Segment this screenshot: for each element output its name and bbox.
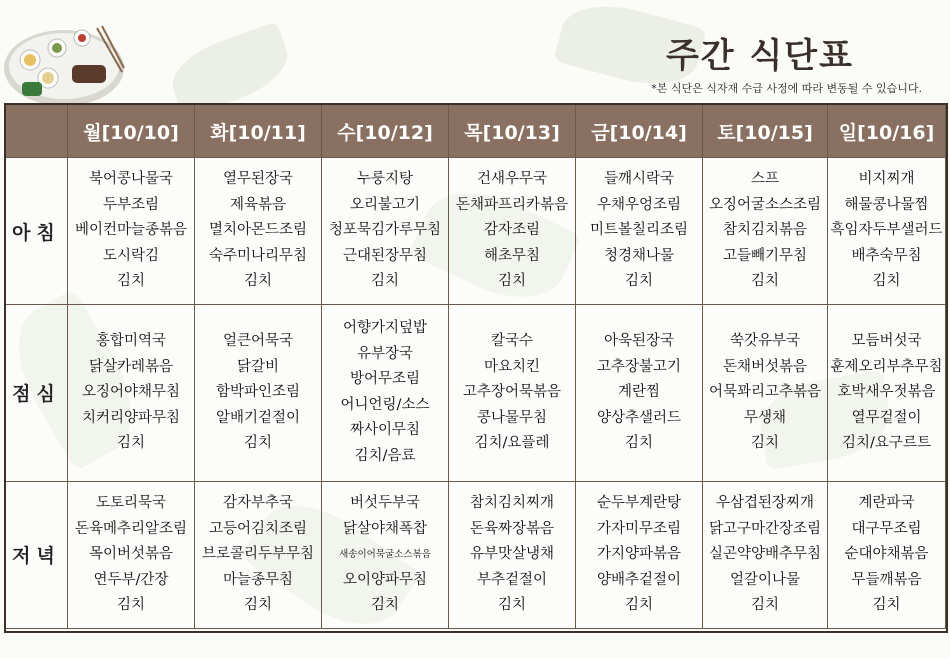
menu-item: 김치 <box>116 597 145 614</box>
menu-item: 칼국수 <box>490 333 534 350</box>
menu-item: 아욱된장국 <box>603 333 675 350</box>
meal-row <box>6 481 946 628</box>
day-header-row <box>6 105 946 158</box>
menu-item: 김치 <box>872 273 901 290</box>
menu-item: 순두부계란탕 <box>596 495 682 512</box>
day-header: 목[10/13] <box>449 105 576 158</box>
menu-cell <box>576 481 703 628</box>
menu-cell <box>576 158 703 305</box>
menu-item: 청경채나물 <box>603 247 675 264</box>
menu-item: 무생채 <box>743 409 787 426</box>
menu-item: 계란찜 <box>617 384 661 401</box>
menu-item: 짜사이무침 <box>349 422 421 439</box>
menu-item: 멸치아몬드조림 <box>208 222 308 239</box>
menu-item: 양상추샐러드 <box>596 409 682 426</box>
day-header: 토[10/15] <box>703 105 828 158</box>
menu-item: 닭갈비 <box>236 358 280 375</box>
menu-item: 무들깨볶음 <box>851 571 922 588</box>
menu-item: 근대된장무침 <box>342 247 428 264</box>
menu-item: 김치 <box>624 273 653 290</box>
menu-item: 도토리묵국 <box>95 495 167 512</box>
day-header: 화[10/11] <box>195 105 322 158</box>
menu-item: 오징어야채무침 <box>81 384 181 401</box>
menu-item: 참치김치찌개 <box>469 495 555 512</box>
menu-item: 도시락김 <box>102 247 160 264</box>
menu-cell <box>828 305 946 481</box>
menu-item: 김치/요구르트 <box>842 435 931 452</box>
menu-item: 해초무침 <box>483 247 541 264</box>
menu-cell <box>322 158 449 305</box>
page-title: 주간 식단표 <box>665 36 854 76</box>
menu-cell <box>449 158 576 305</box>
menu-item: 돈육짜장볶음 <box>469 520 555 537</box>
menu-item: 김치/요플레 <box>474 435 550 452</box>
menu-item: 흑임자두부샐러드 <box>830 222 943 239</box>
menu-item: 새송이어묵굴소스볶음 <box>339 549 431 561</box>
menu-item: 김치 <box>624 597 653 614</box>
menu-item: 청포묵김가루무침 <box>328 222 442 239</box>
menu-item: 김치 <box>750 435 779 452</box>
menu-item: 오이양파무침 <box>342 571 428 588</box>
menu-item: 닭고구마간장조림 <box>708 520 822 537</box>
menu-item: 스프 <box>750 171 779 188</box>
menu-cell <box>68 481 195 628</box>
menu-item: 김치 <box>370 273 399 290</box>
menu-item: 함박파인조림 <box>215 384 301 401</box>
menu-item: 김치 <box>750 273 779 290</box>
menu-cell <box>68 305 195 481</box>
menu-item: 버섯두부국 <box>349 495 421 512</box>
menu-item: 고추장어묵볶음 <box>462 384 562 401</box>
menu-cell <box>68 158 195 305</box>
menu-item: 어향가지덮밥 <box>342 320 428 337</box>
menu-cell <box>195 481 322 628</box>
menu-item: 돈채버섯볶음 <box>722 358 808 375</box>
menu-item: 치커리양파무침 <box>81 409 181 426</box>
menu-cell <box>576 305 703 481</box>
menu-cell <box>703 158 828 305</box>
menu-item: 순대야채볶음 <box>844 546 929 563</box>
menu-cell <box>195 305 322 481</box>
menu-cell <box>828 158 946 305</box>
menu-cell <box>703 481 828 628</box>
menu-item: 어니언링/소스 <box>340 396 430 413</box>
menu-item: 감자조림 <box>483 222 541 239</box>
menu-item: 김치 <box>116 273 145 290</box>
corner-cell <box>6 105 68 158</box>
menu-cell <box>703 305 828 481</box>
menu-item: 김치 <box>243 597 272 614</box>
menu-item: 부추겉절이 <box>476 571 548 588</box>
day-header: 월[10/10] <box>68 105 195 158</box>
menu-item: 고추장불고기 <box>596 358 682 375</box>
meal-row <box>6 158 946 305</box>
menu-item: 김치 <box>497 597 526 614</box>
menu-item: 김치 <box>872 597 901 614</box>
menu-item: 오징어굴소스조림 <box>708 196 822 213</box>
menu-item: 브로콜리두부무침 <box>201 546 315 563</box>
menu-item: 유부맛살냉채 <box>469 546 555 563</box>
menu-item: 호박새우젓볶음 <box>837 384 936 401</box>
menu-item: 들깨시락국 <box>603 171 675 188</box>
menu-item: 김치/음료 <box>354 447 416 464</box>
menu-item: 양배추겉절이 <box>596 571 682 588</box>
menu-item: 참치김치볶음 <box>722 222 808 239</box>
menu-cell <box>322 481 449 628</box>
meal-row <box>6 305 946 481</box>
menu-item: 모듬버섯국 <box>851 333 922 350</box>
menu-item: 어묵꽈리고추볶음 <box>708 384 822 401</box>
menu-cell <box>449 481 576 628</box>
menu-item: 제육볶음 <box>229 196 287 213</box>
menu-item: 열무겉절이 <box>851 409 922 426</box>
weekly-menu-table <box>5 104 946 629</box>
menu-item: 가지양파볶음 <box>596 546 682 563</box>
menu-item: 누룽지탕 <box>356 171 414 188</box>
menu-item: 김치 <box>750 597 779 614</box>
menu-item: 감자부추국 <box>222 495 294 512</box>
menu-item: 김치 <box>624 435 653 452</box>
menu-item: 건새우무국 <box>476 171 548 188</box>
menu-item: 돈육메추리알조림 <box>74 520 188 537</box>
menu-item: 고들빼기무침 <box>722 247 808 264</box>
menu-item: 해물콩나물찜 <box>844 196 929 213</box>
korean-dishes-plate-icon <box>2 20 127 110</box>
menu-item: 비지찌개 <box>858 171 915 188</box>
day-header: 수[10/12] <box>322 105 449 158</box>
menu-cell <box>322 305 449 481</box>
menu-item: 방어무조림 <box>349 371 421 388</box>
menu-item: 유부장국 <box>356 345 414 362</box>
menu-item: 미트볼칠리조림 <box>589 222 689 239</box>
menu-item: 닭살카레볶음 <box>88 358 174 375</box>
meal-label: 아침 <box>6 158 68 305</box>
menu-item: 베이컨마늘종볶음 <box>74 222 188 239</box>
menu-cell <box>828 481 946 628</box>
meal-label: 저녁 <box>6 481 68 628</box>
menu-item: 김치 <box>116 435 145 452</box>
menu-item: 김치 <box>243 435 272 452</box>
menu-item: 마요치킨 <box>483 358 541 375</box>
menu-item: 고등어김치조림 <box>208 520 308 537</box>
menu-item: 배추숙무침 <box>851 247 922 264</box>
menu-item: 쑥갓유부국 <box>729 333 801 350</box>
menu-change-notice: *본 식단은 식자재 수급 사정에 따라 변동될 수 있습니다. <box>651 82 922 95</box>
menu-item: 마늘종무침 <box>222 571 294 588</box>
menu-item: 열무된장국 <box>222 171 294 188</box>
menu-item: 계란파국 <box>858 495 915 512</box>
menu-item: 대구무조림 <box>851 520 922 537</box>
menu-item: 두부조림 <box>102 196 160 213</box>
day-header: 금[10/14] <box>576 105 703 158</box>
menu-item: 우삼겹된장찌개 <box>715 495 815 512</box>
menu-cell <box>195 158 322 305</box>
menu-item: 김치 <box>370 597 399 614</box>
menu-item: 닭살야채폭찹 <box>342 520 428 537</box>
menu-item: 콩나물무침 <box>476 409 548 426</box>
menu-item: 돈채파프리카볶음 <box>455 196 569 213</box>
menu-item: 김치 <box>243 273 272 290</box>
menu-item: 연두부/간장 <box>93 571 169 588</box>
menu-item: 실곤약양배추무침 <box>708 546 822 563</box>
meal-label: 점심 <box>6 305 68 481</box>
menu-item: 목이버섯볶음 <box>88 546 174 563</box>
menu-item: 우채우엉조림 <box>596 196 682 213</box>
menu-item: 오리불고기 <box>349 196 421 213</box>
menu-item: 얼큰어묵국 <box>222 333 294 350</box>
day-header: 일[10/16] <box>828 105 946 158</box>
menu-item: 얼갈이나물 <box>729 571 801 588</box>
menu-item: 홍합미역국 <box>95 333 167 350</box>
menu-item: 훈제오리부추무침 <box>830 358 943 375</box>
menu-item: 김치 <box>497 273 526 290</box>
menu-item: 숙주미나리무침 <box>208 247 308 264</box>
menu-cell <box>449 305 576 481</box>
menu-item: 북어콩나물국 <box>88 171 174 188</box>
menu-item: 알배기겉절이 <box>215 409 301 426</box>
menu-item: 가자미무조림 <box>596 520 682 537</box>
